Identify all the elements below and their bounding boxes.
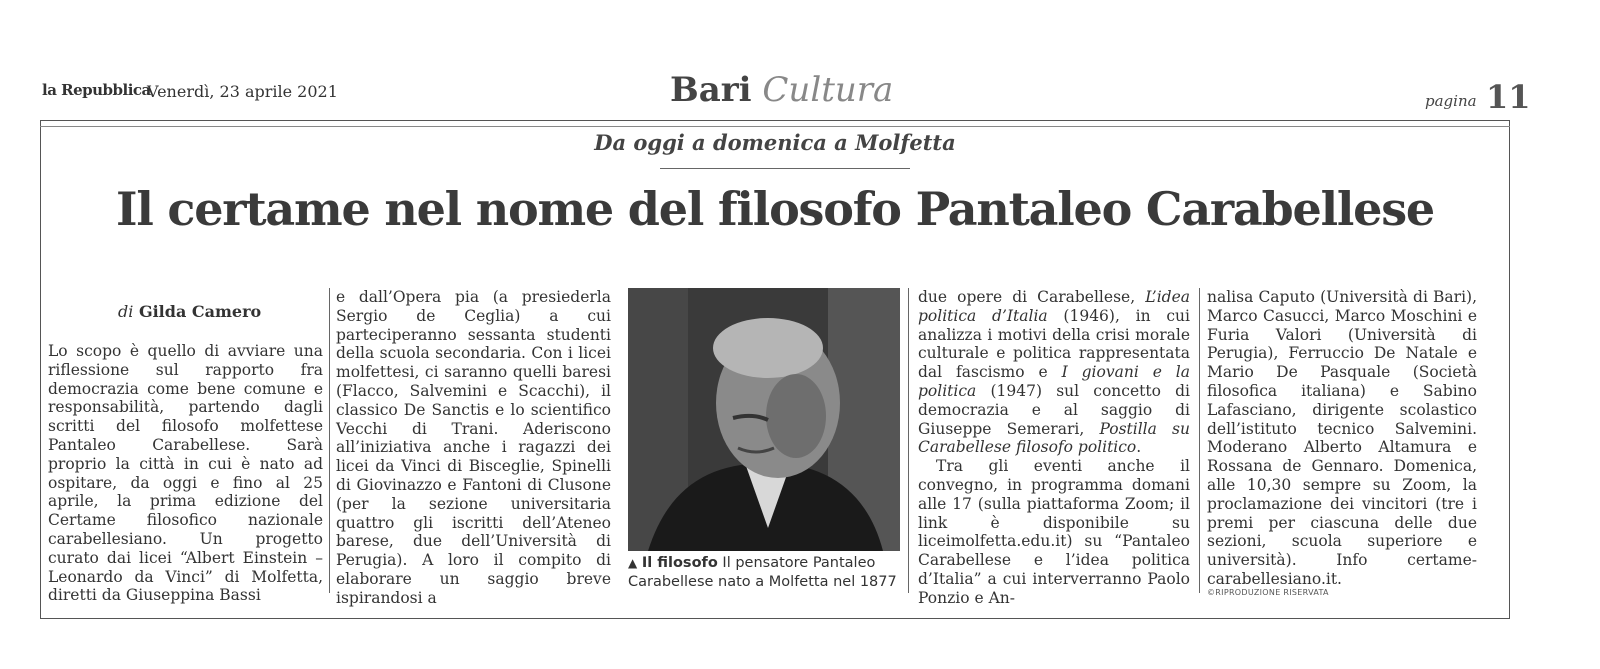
text-run: . (1136, 438, 1142, 457)
column-1-text: Lo scopo è quello di avviare una riflessione sul rapporto fra democrazia come bene comune e responsabilità, partendo dagli scritti del filosofo molfettese Pantaleo Carabellese. Sarà proprio la città in cui è nato ad ospitare, da oggi e fino al 25 aprile, la prima edizione del Certame filosofico nazionale carabellesiano. Un progetto curato dai licei “Albert Einstein – Leonardo da Vinci” di Molfetta, diretti da Giuseppina Bassi (48, 342, 323, 605)
text-run: (1946), in cui analizza i motivi della crisi morale culturale e politica rappresentata dal fascismo e (918, 306, 1190, 382)
book-title-1: L’idea politica d’Italia (918, 288, 1190, 325)
article-column-1 (48, 342, 323, 605)
column-divider (329, 288, 330, 593)
section-title (670, 70, 893, 110)
column-2-text: e dall’Opera pia (a presiederla Sergio de Ceglia) a cui parteciperanno sessanta studenti della scuola secondaria. Con i licei molfettesi, ci saranno quelli baresi (Flacco, Salvemini e Scacchi), il classico De Sanctis e lo scientifico Vecchi di Trani. Aderiscono all’iniziativa anche i ragazzi dei licei da Vinci di Bisceglie, Spinelli di Giovinazzo e Fantoni di Clusone (per la sezione universitaria quattro gli iscritti dell’Ateneo barese, due dell’Università di Perugia). A loro il compito di elaborare un saggio breve ispirandosi a (336, 288, 611, 607)
issue-date: Venerdì, 23 aprile 2021 (147, 82, 338, 101)
frame-double-rule (40, 126, 1510, 127)
byline-author: Gilda Camero (138, 302, 262, 321)
column-4-paragraph-1 (918, 288, 1190, 457)
article-headline: Il certame nel nome del filosofo Pantaleo Carabellese (116, 182, 1434, 236)
byline-prefix: di (118, 302, 134, 321)
column-4-paragraph-2: Tra gli eventi anche il convegno, in programma domani alle 17 (sulla piattaforma Zoom; il link è disponibile su liceimolfetta.edu.it) su “Pantaleo Carabellese e l’idea politica d’Italia” a cui interverranno Paolo Ponzio e An- (918, 457, 1190, 607)
portrait-illustration (628, 288, 900, 551)
column-divider (908, 288, 909, 593)
section-name: Cultura (762, 70, 894, 110)
column-divider (1199, 288, 1200, 593)
kicker-divider (660, 168, 910, 169)
book-title-2: I giovani e la politica (918, 363, 1190, 400)
article-column-4 (918, 288, 1190, 608)
book-title-3: Postilla su Carabellese filosofo politico (918, 419, 1190, 457)
caption-text: Il pensatore Pantaleo Carabellese nato a Molfetta nel 1877 (628, 555, 897, 590)
byline (118, 302, 261, 321)
copyright-notice: ©RIPRODUZIONE RISERVATA (1207, 588, 1329, 597)
article-column-2 (336, 288, 611, 608)
page-label: pagina (1425, 92, 1477, 110)
article-column-5 (1207, 288, 1477, 589)
masthead-brand: la Repubblica (42, 81, 151, 99)
philosopher-photo (628, 288, 900, 551)
caption-lead: Il filosofo (641, 555, 718, 571)
photo-caption (628, 554, 903, 592)
text-run: due opere di Carabellese, (918, 288, 1146, 306)
text-run: (1947) sul concetto di democrazia e al saggio di Giuseppe Semerari, (918, 381, 1190, 438)
article-kicker: Da oggi a domenica a Molfetta (594, 130, 956, 155)
caption-triangle-icon: ▲ (628, 556, 638, 570)
page-number: 11 (1486, 78, 1531, 116)
section-city: Bari (670, 70, 752, 110)
column-5-text: nalisa Caputo (Università di Bari), Marco Casucci, Marco Moschini e Furia Valori (Università di Perugia), Ferruccio De Natale e Mario De Pasquale (Società filosofica italiana) e Sabino Lafasciano, dirigente scolastico dell’istituto tecnico Salvemini. Moderano Alberto Altamura e Rossana de Gennaro. Domenica, alle 10,30 sempre su Zoom, la proclamazione dei vincitori (tre i premi per ciascuna delle due sezioni, scuola superiore e università). Info certame-carabellesiano.it. (1207, 288, 1477, 588)
